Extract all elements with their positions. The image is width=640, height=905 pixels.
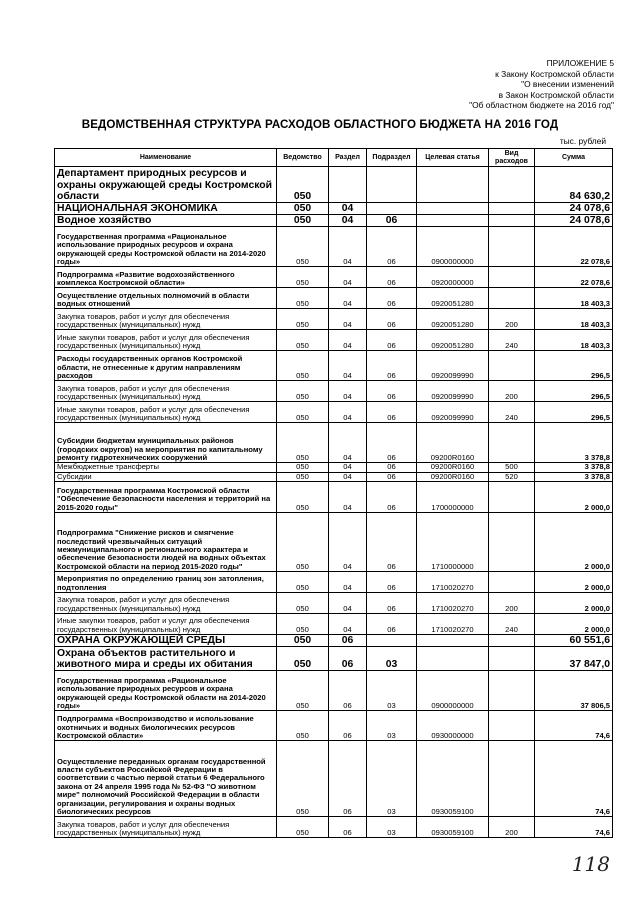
table-row	[55, 593, 613, 614]
appendix-line: ПРИЛОЖЕНИЕ 5	[546, 58, 614, 68]
row-section: 04	[329, 482, 367, 513]
row-subsection: 06	[367, 402, 417, 423]
row-section	[329, 167, 367, 203]
appendix-line: "Об областном бюджете на 2016 год"	[469, 100, 614, 111]
row-expense-type	[489, 351, 535, 381]
row-target-item	[417, 215, 489, 227]
row-section: 04	[329, 593, 367, 614]
row-subsection: 06	[367, 267, 417, 288]
row-subsection: 06	[367, 614, 417, 635]
row-target-item: 0920051280	[417, 288, 489, 309]
row-amount: 2 000,0	[535, 614, 613, 635]
row-department: 050	[277, 309, 329, 330]
table-row	[55, 711, 613, 741]
row-expense-type	[489, 711, 535, 741]
row-department: 050	[277, 351, 329, 381]
row-name: Мероприятия по определению границ зон затопления, подтопления	[55, 572, 277, 593]
table-row	[55, 227, 613, 267]
row-department: 050	[277, 227, 329, 267]
row-section: 04	[329, 351, 367, 381]
row-name: Осуществление переданных органам государственной власти субъектов Российской Федерации в соответствии с частью первой статьи 6 Федерального закона от 24 апреля 1995 года № 52-ФЗ "О животном мире" полномочий Российской Федерации в области организации, регулирования и охраны водных биологических ресурсов	[55, 741, 277, 817]
row-target-item	[417, 203, 489, 215]
row-name: Подпрограмма "Снижение рисков и смягчение последствий чрезвычайных ситуаций межмуниципального и регионального характера и обеспечение безопасности людей на водных объектах Костромской области на период 2015-2020 годы"	[55, 513, 277, 572]
row-expense-type	[489, 513, 535, 572]
row-subsection: 03	[367, 711, 417, 741]
row-amount: 2 000,0	[535, 513, 613, 572]
appendix-header	[314, 58, 614, 111]
table-row	[55, 671, 613, 711]
row-expense-type: 200	[489, 381, 535, 402]
row-amount: 3 378,8	[535, 463, 613, 472]
table-row	[55, 288, 613, 309]
row-amount: 60 551,6	[535, 635, 613, 647]
table-row	[55, 309, 613, 330]
row-section: 06	[329, 711, 367, 741]
table-row	[55, 351, 613, 381]
row-target-item: 0920099990	[417, 381, 489, 402]
row-department: 050	[277, 671, 329, 711]
row-department: 050	[277, 741, 329, 817]
header-amount: Сумма	[535, 149, 613, 167]
row-department: 050	[277, 288, 329, 309]
table-body	[55, 167, 613, 838]
row-subsection: 06	[367, 472, 417, 481]
header-target-item: Целевая статья	[417, 149, 489, 167]
row-name: Подпрограмма «Развитие водохозяйственного комплекса Костромской области»	[55, 267, 277, 288]
row-name: Подпрограмма «Воспроизводство и использование охотничьих и водных биологических ресурсов Костромской области»	[55, 711, 277, 741]
row-department: 050	[277, 267, 329, 288]
row-expense-type	[489, 288, 535, 309]
table-row	[55, 423, 613, 463]
row-name: Иные закупки товаров, работ и услуг для обеспечения государственных (муниципальных) нужд	[55, 330, 277, 351]
row-name: Расходы государственных органов Костромской области, не отнесенные к другим направлениям расходов	[55, 351, 277, 381]
row-section: 04	[329, 402, 367, 423]
appendix-line: к Закону Костромской области	[495, 68, 614, 79]
units-label: тыс. рублей	[559, 136, 606, 146]
row-target-item: 1710000000	[417, 513, 489, 572]
row-target-item: 0920051280	[417, 330, 489, 351]
row-expense-type	[489, 741, 535, 817]
row-subsection: 06	[367, 309, 417, 330]
table-row	[55, 167, 613, 203]
row-subsection: 06	[367, 423, 417, 463]
row-section: 06	[329, 817, 367, 838]
row-expense-type	[489, 572, 535, 593]
row-section: 06	[329, 741, 367, 817]
header-department: Ведомство	[277, 149, 329, 167]
row-section: 04	[329, 381, 367, 402]
row-amount: 3 378,8	[535, 423, 613, 463]
row-section: 04	[329, 203, 367, 215]
table-row	[55, 463, 613, 472]
row-expense-type	[489, 215, 535, 227]
row-subsection	[367, 167, 417, 203]
row-subsection: 06	[367, 351, 417, 381]
row-expense-type	[489, 671, 535, 711]
row-expense-type: 200	[489, 817, 535, 838]
row-subsection: 06	[367, 381, 417, 402]
row-name: Иные закупки товаров, работ и услуг для обеспечения государственных (муниципальных) нужд	[55, 402, 277, 423]
header-expense-type: Вид расходов	[489, 149, 535, 167]
row-expense-type: 200	[489, 593, 535, 614]
row-amount: 18 403,3	[535, 309, 613, 330]
row-amount: 24 078,6	[535, 215, 613, 227]
row-department: 050	[277, 482, 329, 513]
row-amount: 296,5	[535, 402, 613, 423]
row-target-item: 0930059100	[417, 817, 489, 838]
row-target-item: 0920000000	[417, 267, 489, 288]
row-name: Закупка товаров, работ и услуг для обеспечения государственных (муниципальных) нужд	[55, 309, 277, 330]
row-expense-type: 520	[489, 472, 535, 481]
row-department: 050	[277, 647, 329, 671]
table-header-row	[55, 149, 613, 167]
row-subsection: 06	[367, 463, 417, 472]
row-subsection: 03	[367, 647, 417, 671]
row-subsection: 03	[367, 817, 417, 838]
table-row	[55, 572, 613, 593]
row-target-item: 0930000000	[417, 711, 489, 741]
row-target-item: 1710020270	[417, 572, 489, 593]
row-department: 050	[277, 513, 329, 572]
row-department: 050	[277, 167, 329, 203]
row-target-item: 0930059100	[417, 741, 489, 817]
row-expense-type	[489, 482, 535, 513]
row-subsection: 06	[367, 593, 417, 614]
table-row	[55, 267, 613, 288]
row-section: 04	[329, 215, 367, 227]
row-name: Департамент природных ресурсов и охраны окружающей среды Костромской области	[55, 167, 277, 203]
row-name: Межбюджетные трансферты	[55, 463, 277, 472]
row-target-item: 0920099990	[417, 402, 489, 423]
row-target-item: 1710020270	[417, 614, 489, 635]
row-subsection: 06	[367, 572, 417, 593]
row-target-item: 09200R0160	[417, 472, 489, 481]
document-title: ВЕДОМСТВЕННАЯ СТРУКТУРА РАСХОДОВ ОБЛАСТНОГО БЮДЖЕТА НА 2016 ГОД	[81, 118, 559, 131]
row-subsection: 06	[367, 215, 417, 227]
row-subsection: 03	[367, 671, 417, 711]
row-department: 050	[277, 402, 329, 423]
row-amount: 37 847,0	[535, 647, 613, 671]
table-row	[55, 513, 613, 572]
table-row	[55, 330, 613, 351]
row-department: 050	[277, 203, 329, 215]
appendix-line: "О внесении изменений	[521, 79, 614, 90]
row-name: Закупка товаров, работ и услуг для обеспечения государственных (муниципальных) нужд	[55, 593, 277, 614]
row-expense-type	[489, 267, 535, 288]
header-section: Раздел	[329, 149, 367, 167]
row-expense-type	[489, 227, 535, 267]
row-amount: 2 000,0	[535, 572, 613, 593]
row-amount: 37 806,5	[535, 671, 613, 711]
row-amount: 3 378,8	[535, 472, 613, 481]
row-department: 050	[277, 463, 329, 472]
row-amount: 2 000,0	[535, 593, 613, 614]
row-name: Государственная программа «Рациональное использование природных ресурсов и охрана окружающей среды Костромской области на 2014-2020 годы»	[55, 227, 277, 267]
row-section: 04	[329, 309, 367, 330]
row-target-item: 0920051280	[417, 309, 489, 330]
header-name: Наименование	[55, 149, 277, 167]
row-amount: 22 078,6	[535, 267, 613, 288]
row-expense-type: 240	[489, 614, 535, 635]
row-amount: 74,6	[535, 817, 613, 838]
row-name: Субсидии	[55, 472, 277, 481]
row-subsection: 06	[367, 227, 417, 267]
table-row	[55, 817, 613, 838]
row-amount: 84 630,2	[535, 167, 613, 203]
table-row	[55, 203, 613, 215]
row-target-item	[417, 647, 489, 671]
appendix-line: в Закон Костромской области	[498, 89, 614, 100]
row-subsection: 06	[367, 330, 417, 351]
row-department: 050	[277, 423, 329, 463]
row-department: 050	[277, 635, 329, 647]
row-expense-type: 500	[489, 463, 535, 472]
row-subsection: 06	[367, 513, 417, 572]
row-name: Субсидии бюджетам муниципальных районов (городских округов) на мероприятия по капитальному ремонту гидротехнических сооружений	[55, 423, 277, 463]
table-row	[55, 741, 613, 817]
row-section: 04	[329, 513, 367, 572]
row-target-item: 09200R0160	[417, 423, 489, 463]
row-subsection: 03	[367, 741, 417, 817]
row-name: НАЦИОНАЛЬНАЯ ЭКОНОМИКА	[55, 203, 277, 215]
row-department: 050	[277, 381, 329, 402]
row-subsection	[367, 635, 417, 647]
row-expense-type	[489, 647, 535, 671]
page-number: 118	[571, 852, 610, 876]
table-row	[55, 482, 613, 513]
row-target-item	[417, 167, 489, 203]
row-name: Водное хозяйство	[55, 215, 277, 227]
row-section: 04	[329, 463, 367, 472]
row-name: Иные закупки товаров, работ и услуг для обеспечения государственных (муниципальных) нужд	[55, 614, 277, 635]
row-amount: 296,5	[535, 381, 613, 402]
row-name: Закупка товаров, работ и услуг для обеспечения государственных (муниципальных) нужд	[55, 381, 277, 402]
row-subsection: 06	[367, 288, 417, 309]
header-subsection: Подраздел	[367, 149, 417, 167]
row-amount: 296,5	[535, 351, 613, 381]
row-amount: 2 000,0	[535, 482, 613, 513]
table-row	[55, 472, 613, 481]
row-department: 050	[277, 593, 329, 614]
row-name: Государственная программа Костромской области "Обеспечение безопасности населения и территорий на 2015-2020 годы"	[55, 482, 277, 513]
row-section: 04	[329, 330, 367, 351]
table-row	[55, 635, 613, 647]
row-amount: 74,6	[535, 741, 613, 817]
row-section: 06	[329, 671, 367, 711]
table-row	[55, 647, 613, 671]
row-name: Охрана объектов растительного и животного мира и среды их обитания	[55, 647, 277, 671]
row-target-item	[417, 635, 489, 647]
row-amount: 18 403,3	[535, 330, 613, 351]
row-section: 04	[329, 227, 367, 267]
row-amount: 22 078,6	[535, 227, 613, 267]
row-expense-type	[489, 423, 535, 463]
row-expense-type	[489, 167, 535, 203]
row-section: 06	[329, 635, 367, 647]
row-target-item: 0920099990	[417, 351, 489, 381]
row-expense-type: 240	[489, 402, 535, 423]
row-target-item: 1700000000	[417, 482, 489, 513]
table-row	[55, 215, 613, 227]
row-target-item: 0900000000	[417, 227, 489, 267]
row-subsection	[367, 203, 417, 215]
row-target-item: 09200R0160	[417, 463, 489, 472]
row-section: 04	[329, 472, 367, 481]
row-name: Закупка товаров, работ и услуг для обеспечения государственных (муниципальных) нужд	[55, 817, 277, 838]
row-department: 050	[277, 614, 329, 635]
row-section: 06	[329, 647, 367, 671]
row-expense-type	[489, 203, 535, 215]
row-expense-type	[489, 635, 535, 647]
row-amount: 74,6	[535, 711, 613, 741]
row-section: 04	[329, 267, 367, 288]
row-subsection: 06	[367, 482, 417, 513]
row-section: 04	[329, 572, 367, 593]
row-name: Осуществление отдельных полномочий в области водных отношений	[55, 288, 277, 309]
row-department: 050	[277, 330, 329, 351]
row-expense-type: 200	[489, 309, 535, 330]
row-department: 050	[277, 711, 329, 741]
row-department: 050	[277, 472, 329, 481]
budget-table	[54, 148, 613, 838]
row-amount: 18 403,3	[535, 288, 613, 309]
row-amount: 24 078,6	[535, 203, 613, 215]
row-department: 050	[277, 817, 329, 838]
table-row	[55, 614, 613, 635]
row-department: 050	[277, 572, 329, 593]
row-target-item: 1710020270	[417, 593, 489, 614]
table-row	[55, 402, 613, 423]
row-section: 04	[329, 423, 367, 463]
row-name: Государственная программа «Рациональное использование природных ресурсов и охрана окружающей среды Костромской области на 2014-2020 годы»	[55, 671, 277, 711]
row-expense-type: 240	[489, 330, 535, 351]
row-section: 04	[329, 288, 367, 309]
row-department: 050	[277, 215, 329, 227]
row-target-item: 0900000000	[417, 671, 489, 711]
row-name: ОХРАНА ОКРУЖАЮЩЕЙ СРЕДЫ	[55, 635, 277, 647]
table-row	[55, 381, 613, 402]
row-section: 04	[329, 614, 367, 635]
